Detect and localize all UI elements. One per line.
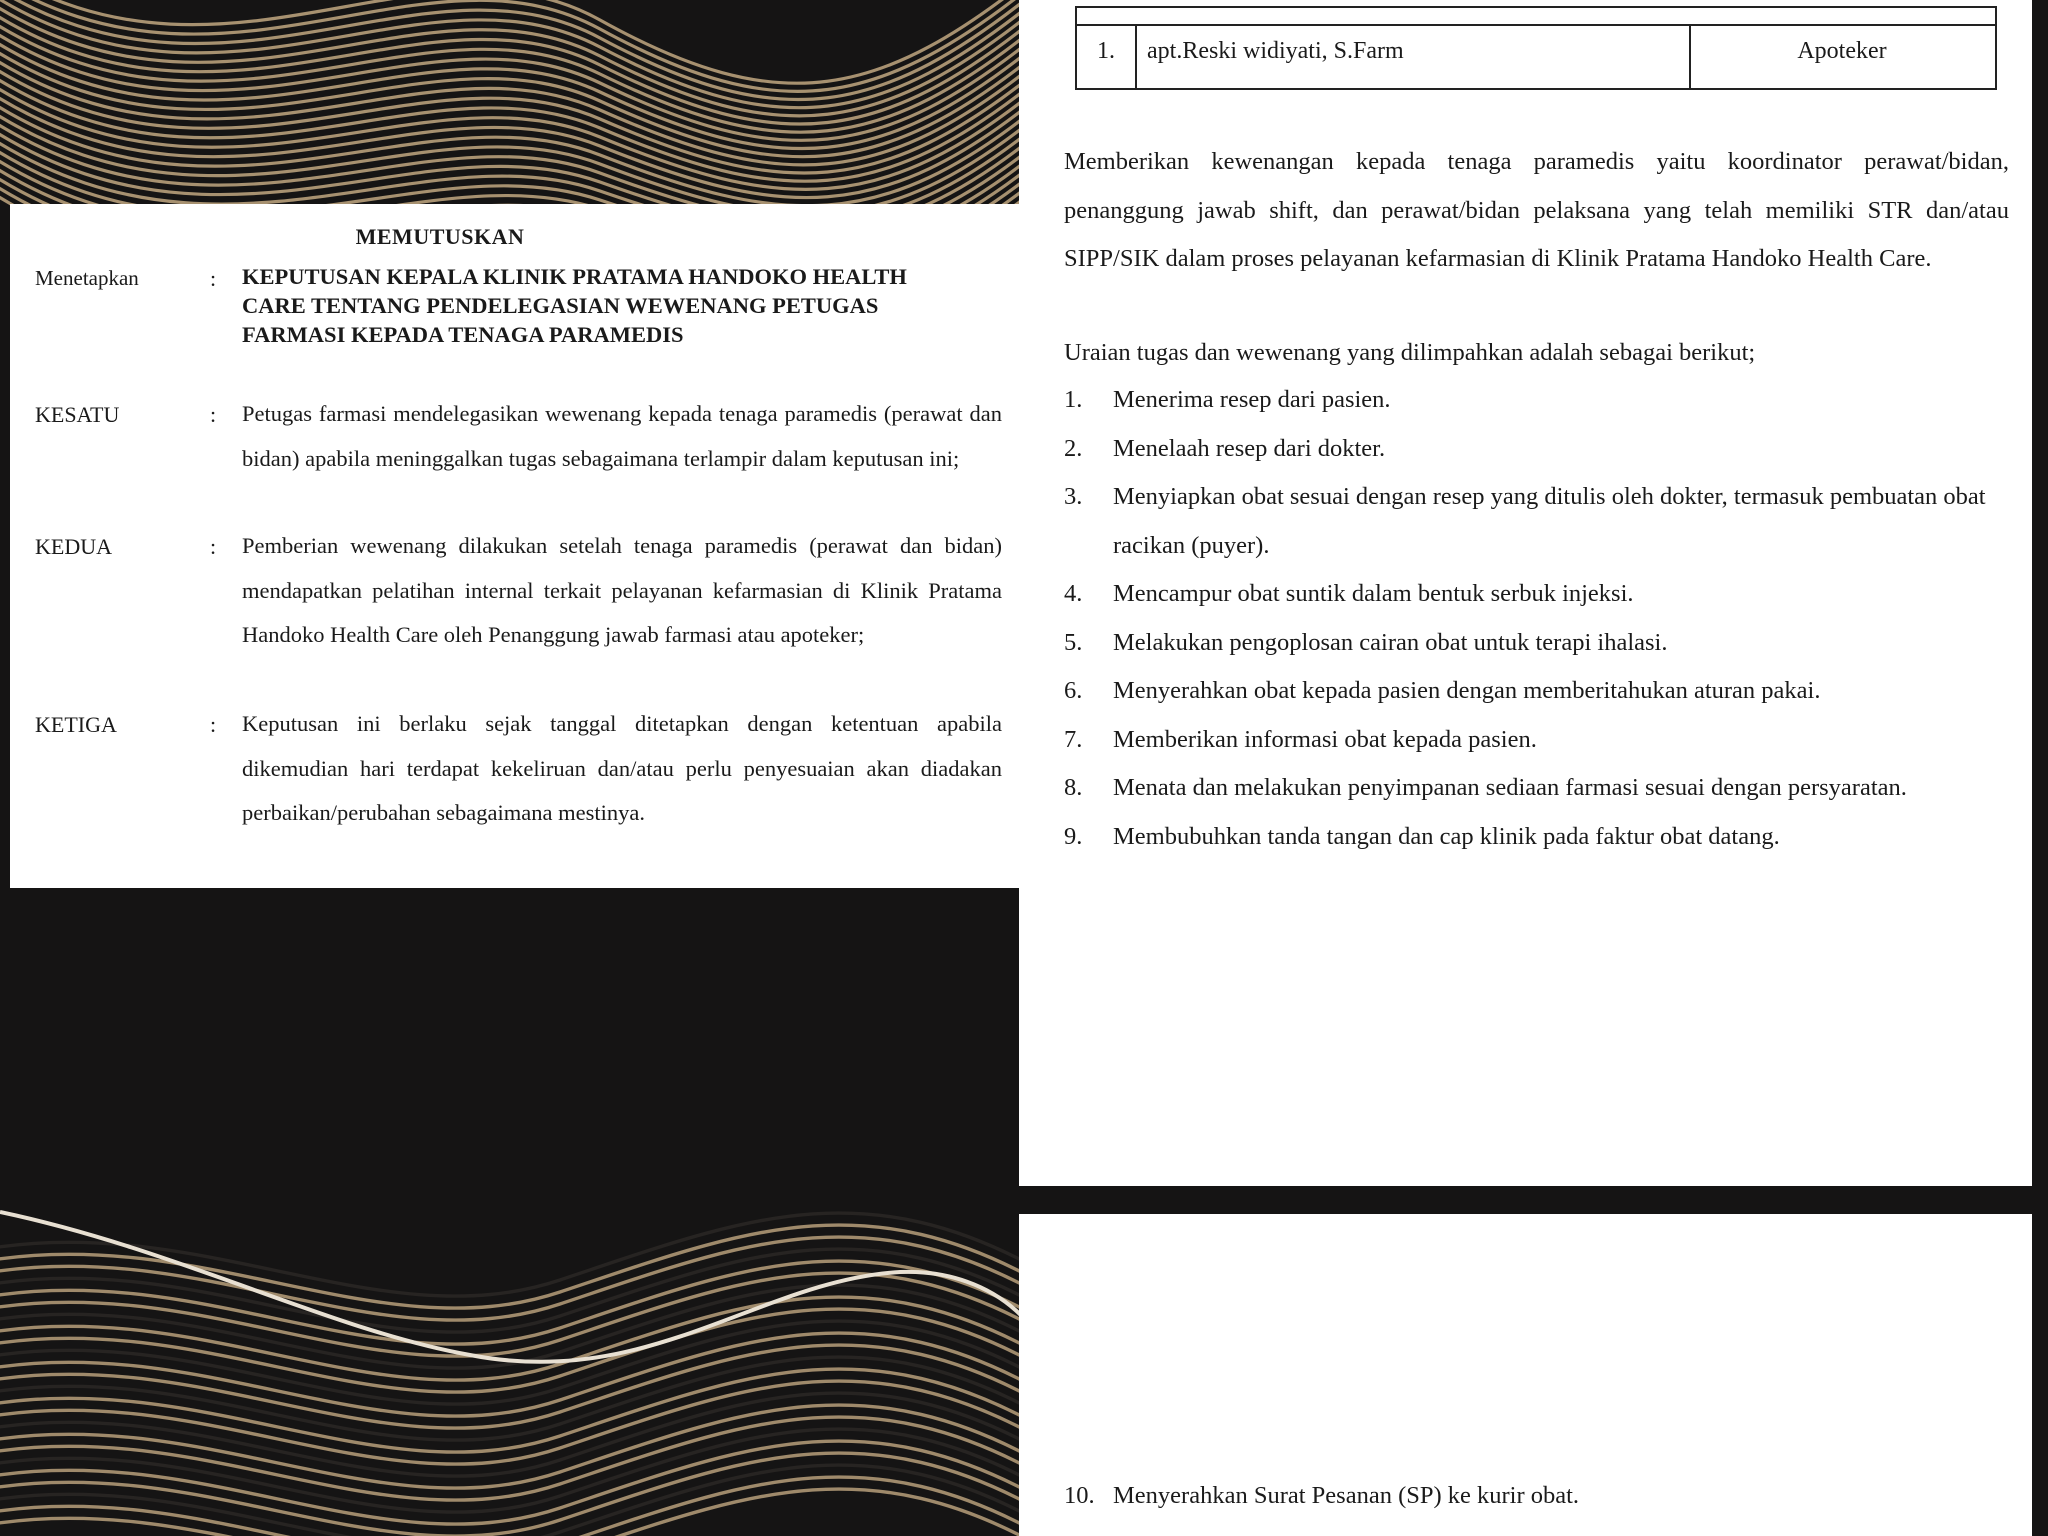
clause-colon-kesatu: : [210, 402, 217, 427]
list-item [1064, 764, 2009, 813]
list-item-number: 4. [1064, 580, 1083, 607]
list-item [1064, 473, 2009, 570]
clause-text-kedua: Pemberian wewenang dilakukan setelah tenaga paramedis (perawat dan bidan) mendapatkan pelatihan internal terkait pelayanan kefarmasian di Klinik Pratama Handoko Health Care oleh Penanggung jawab farmasi atau apoteker; [242, 533, 1002, 647]
clause-text-ketiga: Keputusan ini berlaku sejak tanggal ditetapkan dengan ketentuan apabila dikemudian hari terdapat kekeliruan dan/atau perlu penyesuaian akan diadakan perbaikan/perubahan sebagaimana mestinya. [242, 711, 1002, 825]
clause-colon-ketiga: : [210, 712, 217, 737]
list-item-number: 7. [1064, 725, 1083, 753]
list-item-text: Memberikan informasi obat kepada pasien. [1113, 725, 1537, 753]
list-item-text: Membubuhkan tanda tangan dan cap klinik pada faktur obat datang. [1113, 822, 1780, 850]
clause-text-kesatu: Petugas farmasi mendelegasikan wewenang kepada tenaga paramedis (perawat dan bidan) apabila meninggalkan tugas sebagaimana terlampir dalam keputusan ini; [242, 401, 1002, 471]
list-item [1064, 425, 2009, 474]
table-cell-position: Apoteker [1797, 38, 1887, 64]
decision-document-left [10, 204, 1019, 888]
list-item-number: 5. [1064, 628, 1083, 656]
menetapkan-label: Menetapkan [35, 266, 139, 290]
list-item-number: 6. [1064, 677, 1083, 704]
list-item-number: 2. [1064, 434, 1083, 462]
list-item [1064, 570, 2009, 619]
list-item-number: 9. [1064, 822, 1083, 850]
staff-table-row [1077, 24, 1995, 88]
menetapkan-text: KEPUTUSAN KEPALA KLINIK PRATAMA HANDOKO HEALTH CARE TENTANG PENDELEGASIAN WEWENANG PETUGAS FARMASI KEPADA TENAGA PARAMEDIS [242, 264, 907, 347]
list-item [1064, 813, 2009, 862]
clause-label-kesatu: KESATU [35, 402, 120, 427]
list-item-number: 1. [1064, 386, 1083, 413]
list-item-text: Menerima resep dari pasien. [1113, 386, 1391, 413]
clause-label-ketiga: KETIGA [35, 712, 117, 737]
list-item-number: 8. [1064, 774, 1083, 801]
task-list-intro: Uraian tugas dan wewenang yang dilimpahkan adalah sebagai berikut; [1064, 339, 1756, 366]
table-cell-name: apt.Reski widiyati, S.Farm [1147, 38, 1404, 64]
list-item-text: Menelaah resep dari dokter. [1113, 434, 1386, 462]
list-item [1064, 1476, 2009, 1516]
list-item [1064, 376, 2009, 425]
list-item-number: 3. [1064, 483, 1083, 510]
list-item-text: Mencampur obat suntik dalam bentuk serbuk injeksi. [1113, 580, 1634, 607]
list-item [1064, 667, 2009, 716]
menetapkan-colon: : [210, 266, 217, 291]
clause-label-kedua: KEDUA [35, 534, 112, 559]
list-item-text: Menyerahkan obat kepada pasien dengan memberitahukan aturan pakai. [1113, 677, 1821, 704]
clause-colon-kedua: : [210, 534, 217, 559]
task-list-document-right [1019, 0, 2032, 1186]
list-item-text: Menyiapkan obat sesuai dengan resep yang ditulis oleh dokter, termasuk pembuatan obat racikan (puyer). [1113, 483, 1986, 559]
list-item-number: 10. [1064, 1482, 1095, 1509]
list-item-text: Melakukan pengoplosan cairan obat untuk terapi ihalasi. [1113, 628, 1668, 656]
list-item [1064, 619, 2009, 668]
document-title: MEMUTUSKAN [355, 224, 525, 249]
authority-paragraph: Memberikan kewenangan kepada tenaga paramedis yaitu koordinator perawat/bidan, penanggung jawab shift, dan perawat/bidan pelaksana yang telah memiliki STR dan/atau SIPP/SIK dalam proses pelayanan kefarmasian di Klinik Pratama Handoko Health Care. [1064, 148, 2009, 272]
list-item-text: Menyerahkan Surat Pesanan (SP) ke kurir obat. [1113, 1482, 1580, 1509]
list-item [1064, 716, 2009, 765]
staff-table [1075, 6, 1997, 90]
table-cell-number: 1. [1097, 38, 1115, 64]
task-list [1064, 376, 2009, 861]
list-item-text: Menata dan melakukan penyimpanan sediaan farmasi sesuai dengan persyaratan. [1113, 774, 1907, 801]
